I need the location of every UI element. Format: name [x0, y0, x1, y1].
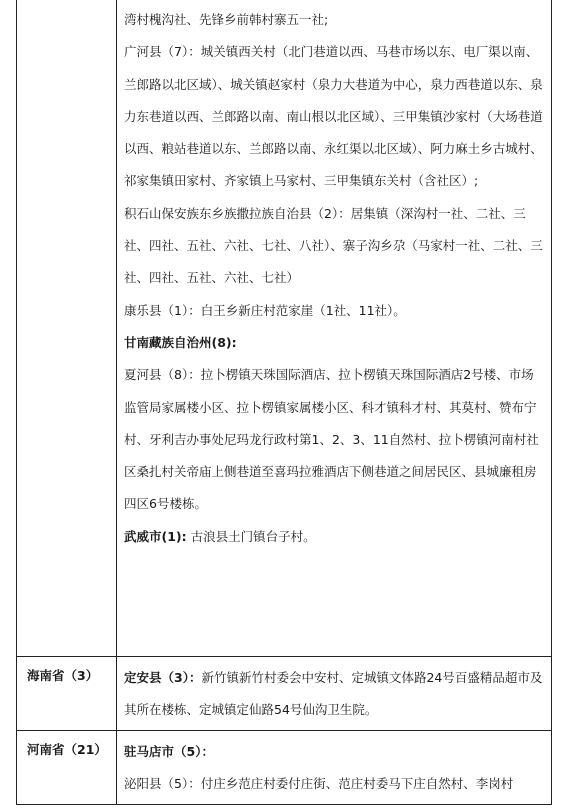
table-row [17, 731, 552, 805]
paragraph: 广河县（7）：城关镇西关村（北门巷道以西、马巷市场以东、电厂渠以南、兰郎路以北区域）、城关镇赵家村（泉力大巷道为中心，泉力西巷道以东、泉力东巷道以西、兰郎路以南、南山根以北区域）、三甲集镇沙家村（大场巷道以西、粮站巷道以东、兰郎路以南、永红渠以北区域）、阿力麻土乡古城村、祁家集镇田家村、齐家镇上马家村、三甲集镇东关村（含社区）; [124, 44, 543, 189]
content-cell [117, 657, 552, 731]
paragraph: 积石山保安族东乡族撒拉族自治县（2）：居集镇（深沟村一社、二社、三社、四社、五社、六社、七社、八社）、寨子沟乡尕（马家村一社、二社、三社、四社、五社、六社、七社） [124, 205, 543, 286]
province-cell: 海南省（3） [17, 657, 117, 731]
paragraph: 泌阳县（5）：付庄乡范庄村委付庄街、范庄村委马下庄自然村、李岗村 [124, 776, 514, 792]
province-cell: 河南省（21） [17, 731, 117, 805]
paragraph: 夏河县（8）：拉卜楞镇天珠国际酒店、拉卜楞镇天珠国际酒店2号楼、市场监管局家属楼小区、拉卜楞镇家属楼小区、科才镇科才村、其莫村、赞布宁村、牙利吉办事处尼玛龙行政村第1、2、3、11自然村、拉卜楞镇河南村社区桑扎村关帝庙上侧巷道至喜玛拉雅酒店下侧巷道之间居民区、县城廉租房四区6号楼栋。 [124, 367, 539, 512]
content-cell [117, 731, 552, 805]
region-table [16, 0, 552, 805]
paragraph: 康乐县（1）：白王乡新庄村范家崖（1社、11社）。 [124, 302, 406, 318]
section-heading: 定安县（3）： [124, 670, 202, 685]
province-cell [17, 0, 117, 657]
paragraph [124, 662, 545, 727]
table-row [17, 0, 552, 657]
paragraph [124, 521, 545, 553]
section-heading: 驻马店市（5）： [124, 744, 214, 759]
paragraph: 湾村槐沟社、先锋乡前韩村寨五一社; [124, 12, 329, 27]
content-cell [117, 0, 552, 657]
paragraph-text: 新竹镇新竹村委会中安村、定城镇文体路24号百盛精品超市及其所在楼栋、定城镇定仙路54号仙沟卫生院。 [124, 670, 543, 718]
paragraph-text: 古浪县土门镇台子村。 [190, 528, 316, 544]
section-heading: 甘南藏族自治州(8): [124, 334, 237, 350]
table-row [17, 657, 552, 731]
section-heading: 武威市(1): [124, 528, 187, 544]
